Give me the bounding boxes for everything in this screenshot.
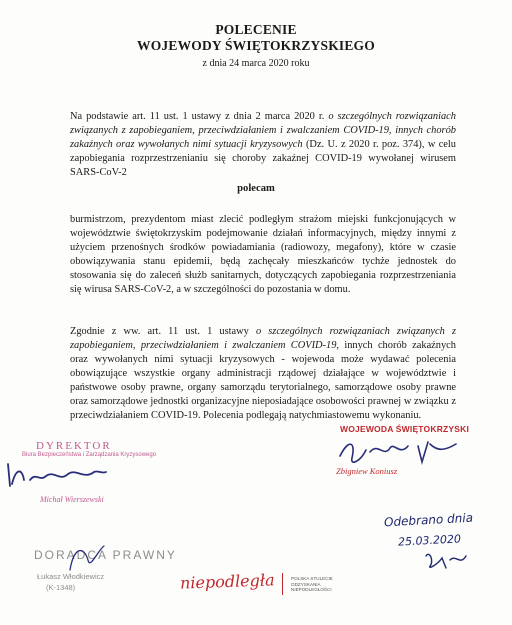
p3-text-a: Zgodnie z ww. art. 11 ust. 1 ustawy xyxy=(70,326,256,337)
legal-advisor-id: (K-1348) xyxy=(46,583,76,592)
p1-text-b: (Dz. U. z 2020 r. poz. 374), w celu zapobiegania rozprzestrzenianiu się choroby zakaźnej COVID-19 wywołanej wirusem SARS-CoV-2 xyxy=(70,139,456,178)
p3-act-title: o szczególnych rozwiązaniach związanych z zapobieganiem, przeciwdziałaniem i zwalczaniem COVID-19 xyxy=(70,326,456,351)
wojewoda-stamp: WOJEWODA ŚWIĘTOKRZYSKI xyxy=(340,424,470,434)
niepodlegla-logo-caption: POLSKA STULECIE ODZYSKANIA NIEPODLEGŁOŚCI xyxy=(291,576,333,592)
legal-advisor-stamp-title: DORADCA PRAWNY xyxy=(34,548,177,562)
dyrektor-stamp-title: DYREKTOR xyxy=(36,440,112,452)
dyrektor-stamp-subtitle: Biura Bezpieczeństwa i Zarządzania Kryzysowego xyxy=(22,452,157,458)
dyrektor-signature xyxy=(2,458,112,492)
wojewoda-name: Zbigniew Koniusz xyxy=(336,466,398,476)
legal-advisor-name: Łukasz Włodkiewicz xyxy=(37,572,105,581)
order-word: polecam xyxy=(237,183,275,194)
received-signature xyxy=(420,548,470,572)
paragraph-order: burmistrzom, prezydentom miast zlecić podległym strażom miejski funkcjonujących w województwie świętokrzyskim podejmowanie działań informacyjnych, między innymi z użyciem przenośnych środków powiadamiania (radiowozy, megafony), które w czasie obowiązywania stanu epidemii, będą zachęcały mieszkańców tychże jednostek do stosowania się do zaleceń służb sanitarnych, dotyczących zapobiegania rozprzestrzeniania się wirusa SARS-CoV-2, a w szczególności do pozostania w domu. xyxy=(70,214,456,295)
received-date: 25.03.2020 xyxy=(397,532,462,549)
received-note: Odebrano dnia xyxy=(383,510,474,530)
logo-divider xyxy=(282,573,283,595)
document-title: POLECENIE xyxy=(215,22,297,37)
paragraph-authority xyxy=(70,325,456,423)
dyrektor-stamp-name: Michał Wierszewski xyxy=(40,495,104,504)
paragraph-legal-basis xyxy=(70,110,456,180)
document-date: z dnia 24 marca 2020 roku xyxy=(202,58,310,69)
p3-text-b: , innych chorób zakaźnych oraz wywołanych nimi sytuacji kryzysowych - wojewoda może wydawać polecenia obowiązujące wszystkie organy administracji rządowej działające w województwie i państwowe osoby prawne, organy samorządu terytorialnego, samorządowe osoby prawne oraz samorządowe jednostki organizacyjne nieposiadające osobowości prawnej w związku z przeciwdziałaniem COVID-19. Polecenia podlegają natychmiastowemu wykonaniu. xyxy=(70,340,456,421)
p1-text-a: Na podstawie art. 11 ust. 1 ustawy z dnia 2 marca 2020 r. xyxy=(70,111,329,122)
niepodlegla-logo: niepodległa xyxy=(179,570,275,593)
document-issuer: WOJEWODY ŚWIĘTOKRZYSKIEGO xyxy=(137,38,375,53)
p1-act-title: o szczególnych rozwiązaniach związanych z zapobieganiem, przeciwdziałaniem i zwalczaniem COVID-19, innych chorób zakaźnych oraz wywołanych nimi sytuacji kryzysowych xyxy=(70,111,456,150)
